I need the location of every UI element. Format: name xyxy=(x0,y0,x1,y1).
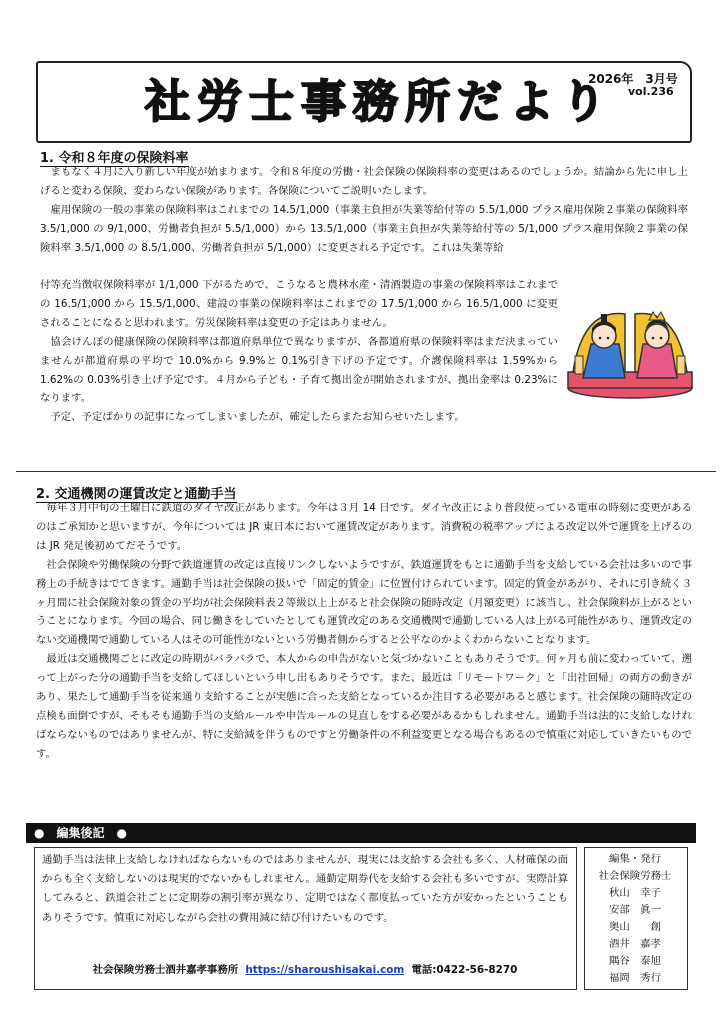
issue-date: 2026年 3月号 xyxy=(588,72,678,86)
paragraph: 社会保険や労働保険の分野で鉄道運賃の改定は直接リンクしないようですが、鉄道運賃をもとに通勤手当を支給している会社は多いので事務上の手続きはでてきます。通勤手当は社会保険の扱いで「固定的賃金」に位置付けられています。固定的賃金があがり、それに引き続く３ヶ月間に社会保険対象の賃金の平均が社会保険料表２等級以上上がると社会保険の随時改定（月額変更）に該当し、社会保険料が上がるということになります。今回の場合、同じ働きをしていたとしても運賃改定のある交通機関で通勤している人は上がる可能性があり、運賃改定のない交通機関で通勤している人はその可能性がないという労働者側からすると公平なのかよくわからないことなります。 xyxy=(36,558,692,647)
publisher-list xyxy=(584,851,686,987)
newsletter-title: 社労士事務所だより xyxy=(145,75,614,128)
paragraph: まもなく４月に入り新しい年度が始まります。令和８年度の労働・社会保険の保険料率の変更はあるのでしょうか。結論から先に申し上げると変わる保険、変わらない保険があります。各保険についてご説明いたします。 xyxy=(40,166,688,197)
office-url-link[interactable]: https://sharoushisakai.com xyxy=(245,964,405,976)
publisher-member: 秋山 幸子 xyxy=(609,887,661,899)
section1-body-wrap xyxy=(40,276,558,427)
publisher-heading: 編集・発行 xyxy=(609,853,661,865)
paragraph: 雇用保険の一般の事業の保険料率はこれまでの 14.5/1,000（事業主負担が失業等給付等の 5.5/1,000 プラス雇用保険２事業の保険料率 3.5/1,000 の 9/1,000、労働者負担が 5.5/1,000）から 13.5/1,000（事業主負担が失業等給付等の 5/1,000 プラス雇用保険２事業の保険料率 3.5/1,000 の 8.5/1,000、労働者負担が 5/1,000）に変更される予定です。これは失業等給 xyxy=(40,203,688,254)
editor-note-text: 通勤手当は法律上支給しなければならないものではありませんが、現実には支給する会社も多く、人材確保の面からも全く支給しないのは現実的でないかもしれません。通勤定期券代を支給する会社も多いですが、実際計算してみると、鉄道会社ごとに定期券の割引率が異なり、定期ではなく都度払っていた方が安かったということもありそうです。慎重に対応しながら会社の費用減に結び付けたいものです。 xyxy=(42,854,568,924)
section-divider xyxy=(16,471,716,472)
editor-note-heading: ● 編集後記 ● xyxy=(34,826,127,840)
paragraph: 予定、予定ばかりの記事になってしまいましたが、確定したらまたお知らせいたします。 xyxy=(50,411,465,424)
office-contact xyxy=(42,961,568,976)
section1-body-top xyxy=(40,163,688,258)
paragraph: 最近は交通機関ごとに改定の時期がバラバラで、本人からの申告がないと気づかないこともありそうです。何ヶ月も前に変わっていて、遡って上がった分の通勤手当を支給してほしいという申し出もありそうです。また、最近は「リモートワーク」と「出社回帰」の両方の動きがあり、果たして通勤手当を従来通り支給することが実態に合った支給となっているか注目する必要があると感じます。社会保険の随時改定の点検も面倒ですが、そもそも通勤手当の支給ルールや申告ルールの見直しをする必要があるかもしれません。通勤手当は法的に支給しなければならないものではありませんが、特に支給減を伴うものですと労働条件の不利益変更となる場合もあるので慎重に対応していきたいものです。 xyxy=(36,653,692,760)
paragraph: 付等充当徴収保険料率が 1/1,000 下がるためで、こうなると農林水産・清酒製造の事業の保険料率はこれまでの 16.5/1,000 から 15.5/1,000、建設の事業の保険料率はこれまでの 17.5/1,000 から 16.5/1,000 に変更されることになると思われます。労災保険料率は変更の予定はありません。 xyxy=(40,279,558,329)
section1-title: 1. 令和８年度の保険料率 xyxy=(40,151,189,166)
publisher-member: 安部 眞一 xyxy=(609,904,661,916)
publisher-member: 隅谷 泰旭 xyxy=(609,955,661,967)
section2-title: 2. 交通機関の運賃改定と通勤手当 xyxy=(36,487,237,502)
paragraph: 毎年３月中旬の土曜日に鉄道のダイヤ改正があります。今年は３月 14 日です。ダイヤ改正により普段使っている電車の時刻に変更があるのはご承知かと思いますが、今年については JR 東日本において運賃改定があります。消費税の税率アップによる改定以外で運賃を上げるのは JR 発足後初めてだそうです。 xyxy=(36,502,692,552)
hina-dolls-icon xyxy=(565,300,695,400)
publisher-member: 福岡 秀行 xyxy=(609,972,661,984)
publisher-org: 社会保険労務士 xyxy=(598,870,672,882)
office-name: 社会保険労務士酒井嘉孝事務所 xyxy=(92,964,239,976)
office-phone: 電話:0422-56-8270 xyxy=(411,964,518,976)
publisher-member: 酒井 嘉孝 xyxy=(609,938,661,950)
section2-body xyxy=(36,499,692,764)
paragraph: 協会けんぽの健康保険の保険料率は都道府県単位で異なりますが、各都道府県の保険料率はまだ決まっていませんが都道府県の平均で 10.0%から 9.9%と 0.1%引き下げの予定です。介護保険料率は 1.59%から 1.62%の 0.03%引き上げ予定です。４月から子ども・子育て拠出金が開始されますが、拠出金率は 0.23%になります。 xyxy=(40,335,558,405)
publisher-member: 奥山 創 xyxy=(609,921,661,933)
issue-volume: vol.236 xyxy=(628,85,674,98)
